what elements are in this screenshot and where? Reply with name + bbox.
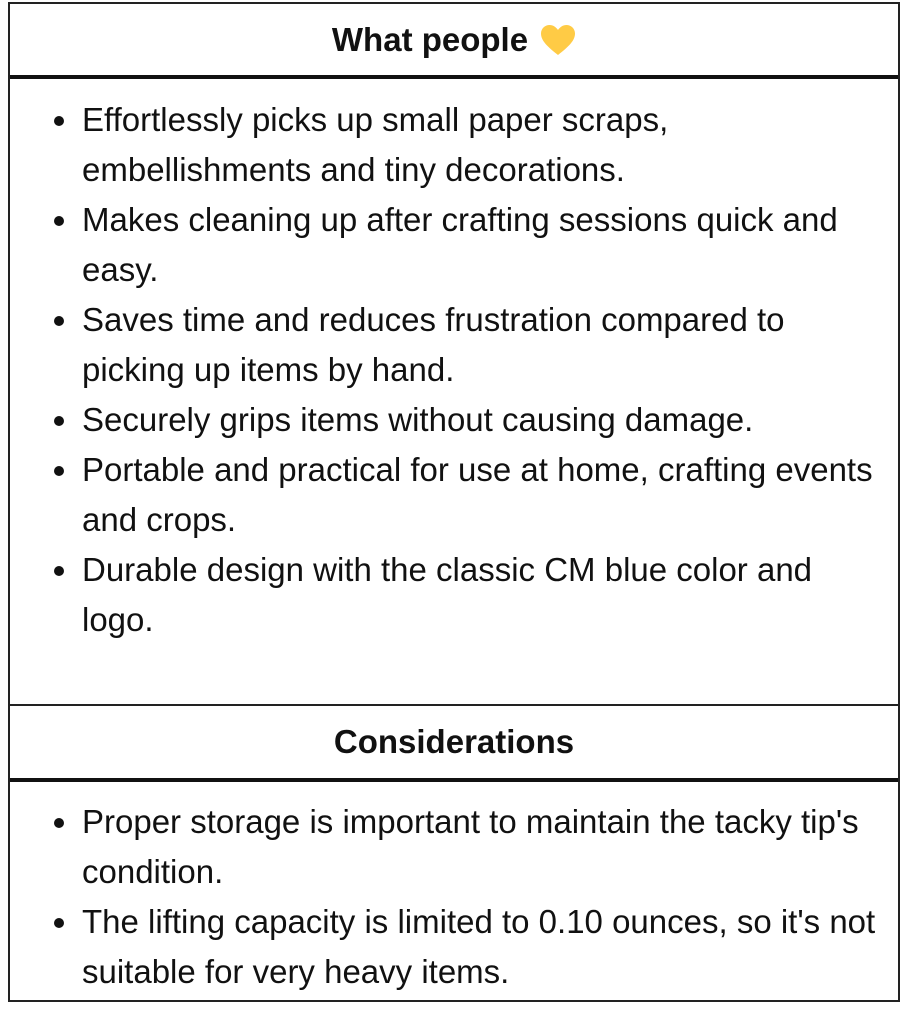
what-people-list xyxy=(10,95,898,645)
list-item: Makes cleaning up after crafting sessions quick and easy. xyxy=(10,195,898,295)
section-header-considerations xyxy=(10,704,898,782)
list-item: Proper storage is important to maintain the tacky tip's condition. xyxy=(10,797,898,897)
list-item: The lifting capacity is limited to 0.10 ounces, so it's not suitable for very heavy items. xyxy=(10,897,898,997)
list-item: Durable design with the classic CM blue color and logo. xyxy=(10,545,898,645)
section-title: Considerations xyxy=(333,723,575,760)
section-title: What people xyxy=(331,20,529,58)
pros-cons-table xyxy=(8,2,900,1002)
list-item: Saves time and reduces frustration compared to picking up items by hand. xyxy=(10,295,898,395)
heart-icon xyxy=(540,24,576,56)
list-item: Effortlessly picks up small paper scraps, embellishments and tiny decorations. xyxy=(10,95,898,195)
section-header-what-people xyxy=(10,4,898,79)
considerations-list xyxy=(10,797,898,997)
list-item: Portable and practical for use at home, crafting events and crops. xyxy=(10,445,898,545)
list-item: Securely grips items without causing damage. xyxy=(10,395,898,445)
